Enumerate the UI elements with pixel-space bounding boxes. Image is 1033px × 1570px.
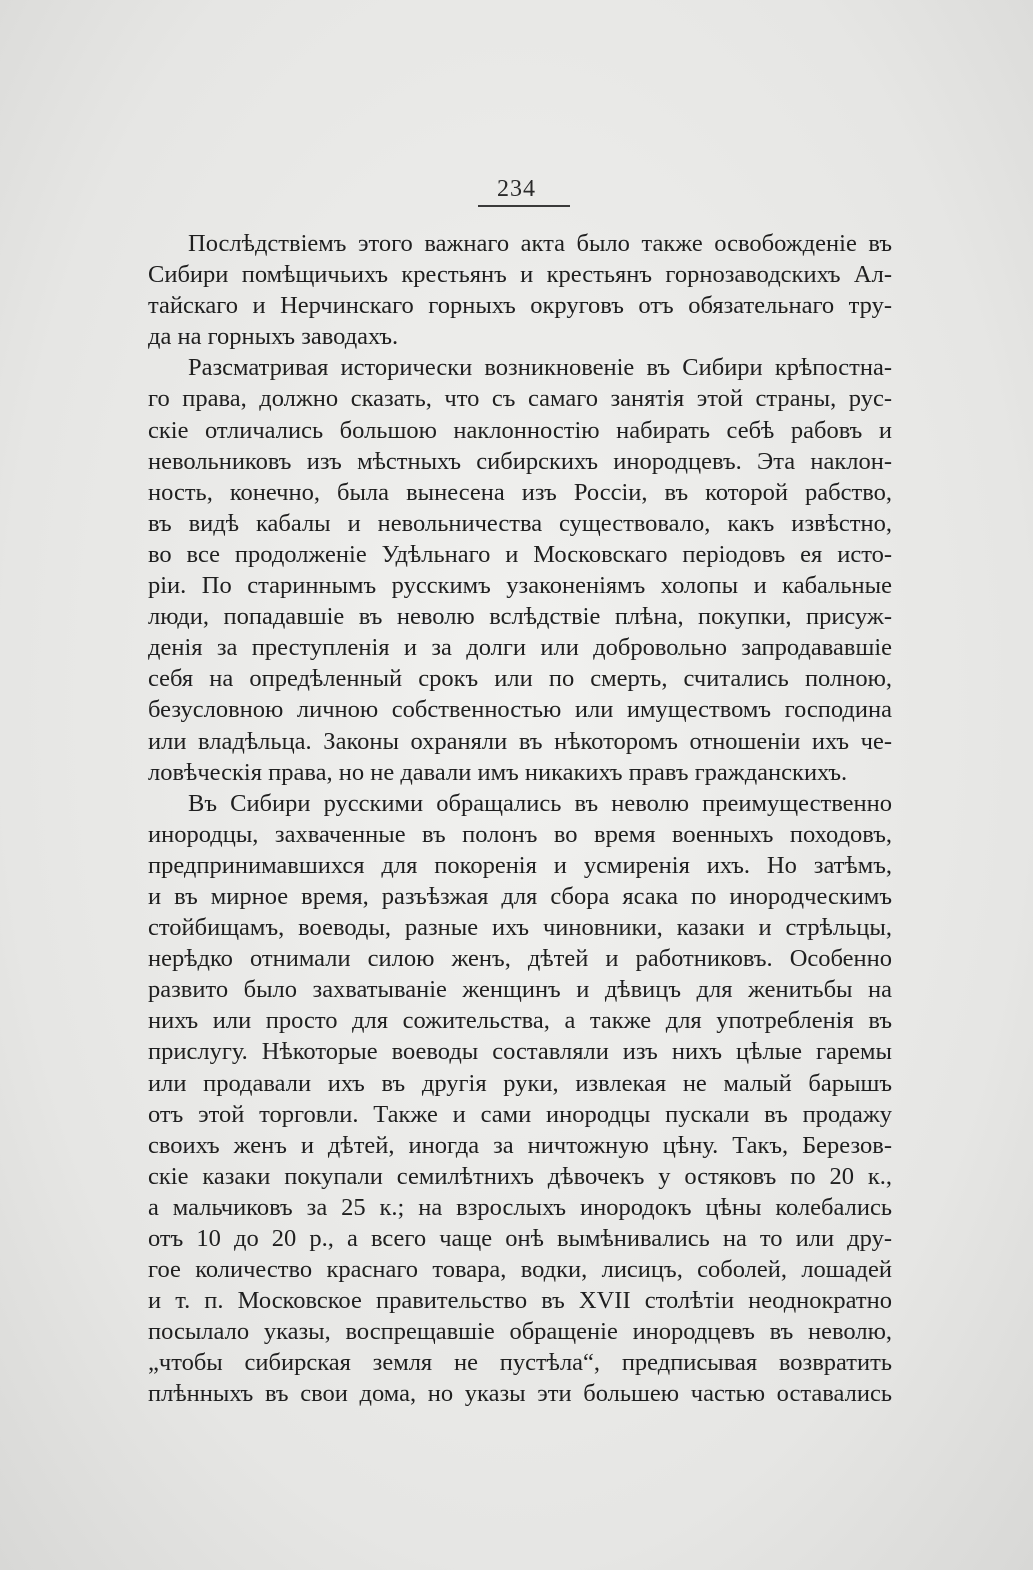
text-line: прислугу. Нѣкоторые воеводы составляли изъ нихъ цѣлые гаремы	[148, 1038, 892, 1066]
text-line: Сибири помѣщичьихъ крестьянъ и крестьянъ горнозаводскихъ Ал-	[148, 261, 892, 289]
text-line: денія за преступленія и за долги или добровольно запродававшіе	[148, 634, 892, 662]
body-text	[148, 228, 892, 1410]
text-line: гое количество краснаго товара, водки, лисицъ, соболей, лошадей	[148, 1256, 892, 1284]
text-line: Въ Сибири русскими обращались въ неволю преимущественно	[188, 789, 892, 817]
text-line: отъ этой торговли. Также и сами инородцы пускали въ продажу	[148, 1100, 892, 1128]
text-line: скіе казаки покупали семилѣтнихъ дѣвочекъ у остяковъ по 20 к.,	[148, 1162, 892, 1190]
text-line: посылало указы, воспрещавшіе обращеніе инородцевъ въ неволю,	[148, 1318, 892, 1346]
text-line: инородцы, захваченные въ полонъ во время военныхъ походовъ,	[148, 820, 892, 848]
text-line: нерѣдко отнимали силою женъ, дѣтей и работниковъ. Особенно	[148, 945, 892, 973]
text-line: го права, должно сказать, что съ самаго занятія этой страны, рус-	[148, 385, 892, 413]
page-number: 234	[497, 176, 536, 202]
text-line: и т. п. Московское правительство въ XVII столѣтіи неоднократно	[148, 1287, 892, 1315]
text-line: невольниковъ изъ мѣстныхъ сибирскихъ инородцевъ. Эта наклон-	[148, 447, 892, 475]
text-line: да на горныхъ заводахъ.	[148, 323, 399, 351]
text-line: стойбищамъ, воеводы, разные ихъ чиновники, казаки и стрѣльцы,	[148, 914, 892, 942]
text-line: тайскаго и Нерчинскаго горныхъ округовъ отъ обязательнаго тру-	[148, 292, 892, 320]
text-line: своихъ женъ и дѣтей, иногда за ничтожную цѣну. Такъ, Березов-	[148, 1131, 892, 1159]
text-line: безусловною личною собственностью или имуществомъ господина	[148, 696, 892, 724]
page-number-underline	[478, 205, 570, 207]
text-line: или продавали ихъ въ другія руки, извлекая не малый барышъ	[148, 1069, 892, 1097]
text-line: люди, попадавшіе въ неволю вслѣдствіе плѣна, покупки, присуж-	[148, 603, 892, 631]
text-line: „чтобы сибирская земля не пустѣла“, предписывая возвратить	[148, 1349, 892, 1377]
text-line: скіе отличались большою наклонностію набирать себѣ рабовъ и	[148, 416, 892, 444]
text-line: ность, конечно, была вынесена изъ Россіи, въ которой рабство,	[148, 478, 892, 506]
text-line: развито было захватываніе женщинъ и дѣвицъ для женитьбы на	[148, 976, 892, 1004]
text-line: или владѣльца. Законы охраняли въ нѣкоторомъ отношеніи ихъ че-	[148, 727, 892, 755]
text-line: плѣнныхъ въ свои дома, но указы эти большею частью оставались	[148, 1380, 892, 1408]
text-line: ловѣческія права, но не давали имъ никакихъ правъ гражданскихъ.	[148, 758, 848, 786]
text-line: себя на опредѣленный срокъ или по смерть, считались полною,	[148, 665, 892, 693]
text-line: ріи. По стариннымъ русскимъ узаконеніямъ холопы и кабальные	[148, 572, 892, 600]
text-line: а мальчиковъ за 25 к.; на взрослыхъ инородокъ цѣны колебались	[148, 1193, 892, 1221]
text-line: во все продолженіе Удѣльнаго и Московскаго періодовъ ея исто-	[148, 540, 892, 568]
text-line: Послѣдствіемъ этого важнаго акта было также освобожденіе въ	[188, 230, 892, 257]
text-line: отъ 10 до 20 р., а всего чаще онѣ вымѣнивались на то или дру-	[148, 1225, 892, 1252]
text-line: и въ мирное время, разъѣзжая для сбора ясака по инородческимъ	[148, 882, 892, 910]
text-line: нихъ или просто для сожительства, а также для употребленія въ	[148, 1007, 892, 1035]
text-line: Разсматривая исторически возникновеніе въ Сибири крѣпостна-	[188, 354, 892, 382]
text-line: въ видѣ кабалы и невольничества существовало, какъ извѣстно,	[148, 509, 892, 537]
text-line: предпринимавшихся для покоренія и усмиренія ихъ. Но затѣмъ,	[148, 851, 892, 879]
